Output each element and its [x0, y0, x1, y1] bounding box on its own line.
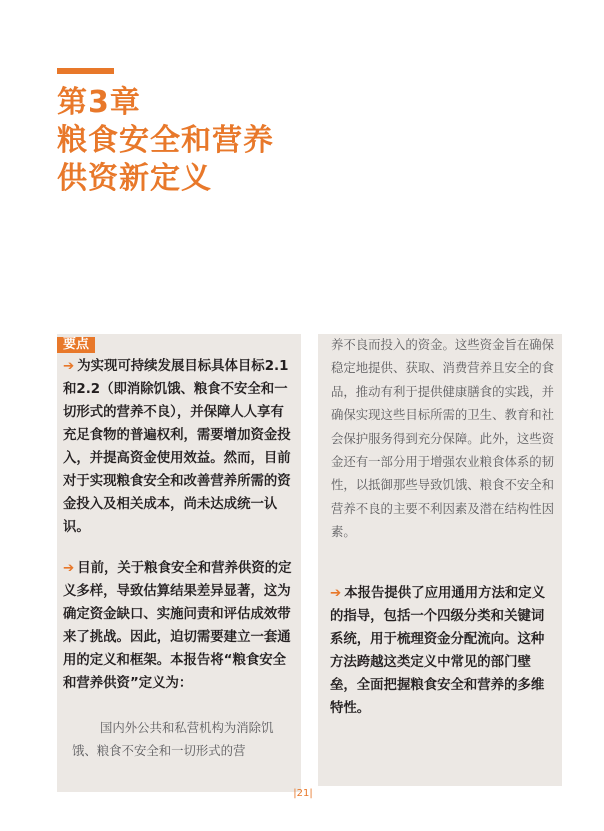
chapter-title-line-1: 粮食安全和营养 — [57, 123, 274, 158]
key-point-3 — [330, 582, 557, 720]
chapter-title-line-2: 供资新定义 — [57, 161, 212, 196]
key-point-2-text: 目前，关于粮食安全和营养供资的定义多样，导致估算结果差异显著，这为确定资金缺口、实施问责和评估成效带来了挑战。因此，迫切需要建立一套通用的定义和框架。本报告将“粮食安全和营养供资”定义为： — [63, 561, 292, 691]
key-points-label: 要点 — [57, 337, 95, 353]
chapter-heading — [57, 84, 377, 198]
chapter-accent-bar — [57, 68, 114, 74]
definition-quote-end: 养不良而投入的资金。这些资金旨在确保稳定地提供、获取、消费营养且安全的食品，推动有利于提供健康膳食的实践，并确保实现这些目标所需的卫生、教育和社会保护服务得到充分保障。此外，这些资金还有一部分用于增强农业粮食体系的韧性，以抵御那些导致饥饿、粮食不安全和营养不良的主要不利因素及潜在结构性因素。 — [331, 337, 555, 540]
page-number-value: 21 — [296, 788, 310, 799]
arrow-right-icon: ➔ — [330, 586, 342, 601]
key-point-2 — [63, 557, 297, 695]
arrow-right-icon: ➔ — [63, 359, 75, 374]
arrow-right-icon: ➔ — [63, 561, 75, 576]
page-number: |21| — [293, 788, 313, 799]
chapter-number: 第3章 — [57, 85, 141, 120]
key-point-3-text: 本报告提供了应用通用方法和定义的指导，包括一个四级分类和关键词系统，用于梳理资金分配流向。这种方法跨越这类定义中常见的部门壁垒，全面把握粮食安全和营养的多维特性。 — [330, 586, 546, 716]
definition-quote-start: 国内外公共和私营机构为消除饥饿、粮食不安全和一切形式的营 — [72, 720, 274, 759]
key-point-1 — [63, 355, 297, 539]
key-point-1-text: 为实现可持续发展目标具体目标2.1和2.2（即消除饥饿、粮食不安全和一切形式的营养不良），并保障人人享有充足食物的普遍权利，需要增加资金投入，并提高资金使用效益。然而，目前对于实现粮食安全和改善营养所需的资金投入及相关成本，尚未达成统一认识。 — [63, 359, 291, 535]
